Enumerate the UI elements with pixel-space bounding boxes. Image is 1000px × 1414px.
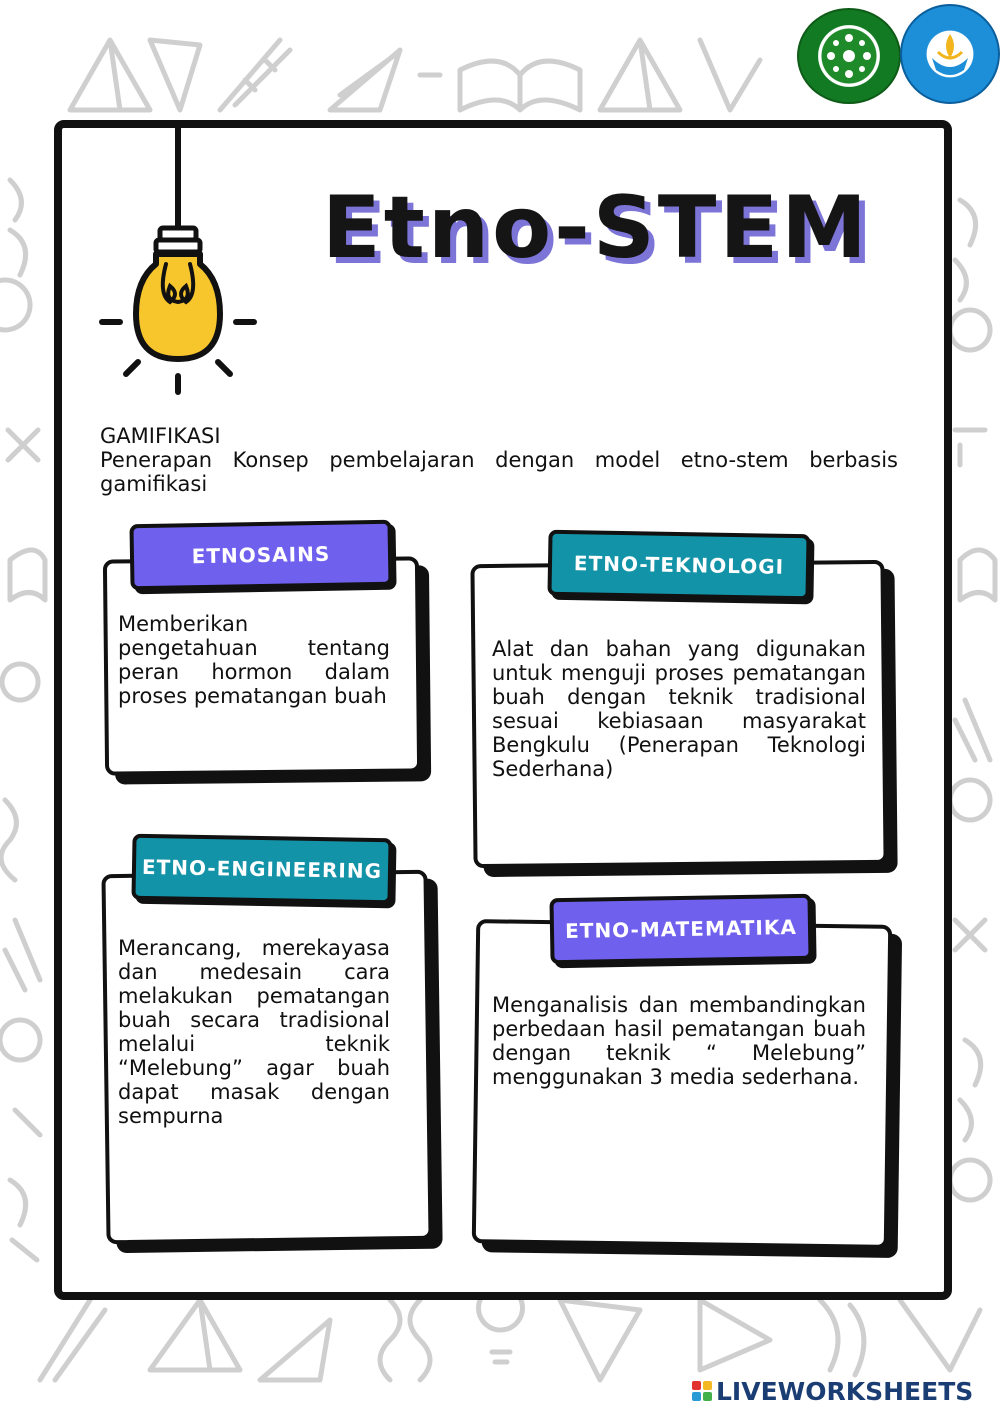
card-etnosains-text: Memberikan pengetahuan tentang peran hormon dalam proses pematangan buah — [118, 612, 390, 708]
intro-heading: GAMIFIKASI — [100, 424, 221, 448]
card-etno-matematika-text: Menganalisis dan membandingkan perbedaan hasil pematangan buah dengan teknik “ Melebung” menggunakan 3 media sederhana. — [492, 993, 866, 1089]
card-etno-teknologi-label: ETNO-TEKNOLOGI — [547, 530, 810, 601]
card-etno-matematika-label: ETNO-MATEMATIKA — [549, 894, 812, 965]
card-etno-teknologi-text: Alat dan bahan yang digunakan untuk menguji proses pematangan buah dengan teknik tradisional sesuai kebiasaan masyarakat Bengkulu (Penerapan Teknologi Sederhana) — [492, 637, 866, 781]
liveworksheets-brand: LIVEWORKSHEETS — [716, 1376, 974, 1406]
universitas-muhammadiyah-bengkulu-logo — [797, 8, 901, 104]
card-etno-engineering-text: Merancang, merekayasa dan medesain cara melakukan pematangan buah secara tradisional melalui teknik “Melebung” agar buah dapat masak dengan sempurna — [118, 936, 390, 1128]
page-title: Etno-STEM — [322, 178, 870, 278]
liveworksheets-footer[interactable] — [692, 1376, 992, 1406]
intro-section — [100, 424, 898, 496]
tut-wuri-handayani-logo — [900, 4, 1000, 104]
card-etnosains-label: ETNOSAINS — [129, 520, 392, 591]
card-etno-engineering-label: ETNO-ENGINEERING — [131, 834, 392, 905]
liveworksheets-icon — [692, 1381, 712, 1401]
intro-description: Penerapan Konsep pembelajaran dengan model etno-stem berbasis gamifikasi — [100, 448, 898, 496]
lightbulb-icon — [98, 124, 258, 396]
